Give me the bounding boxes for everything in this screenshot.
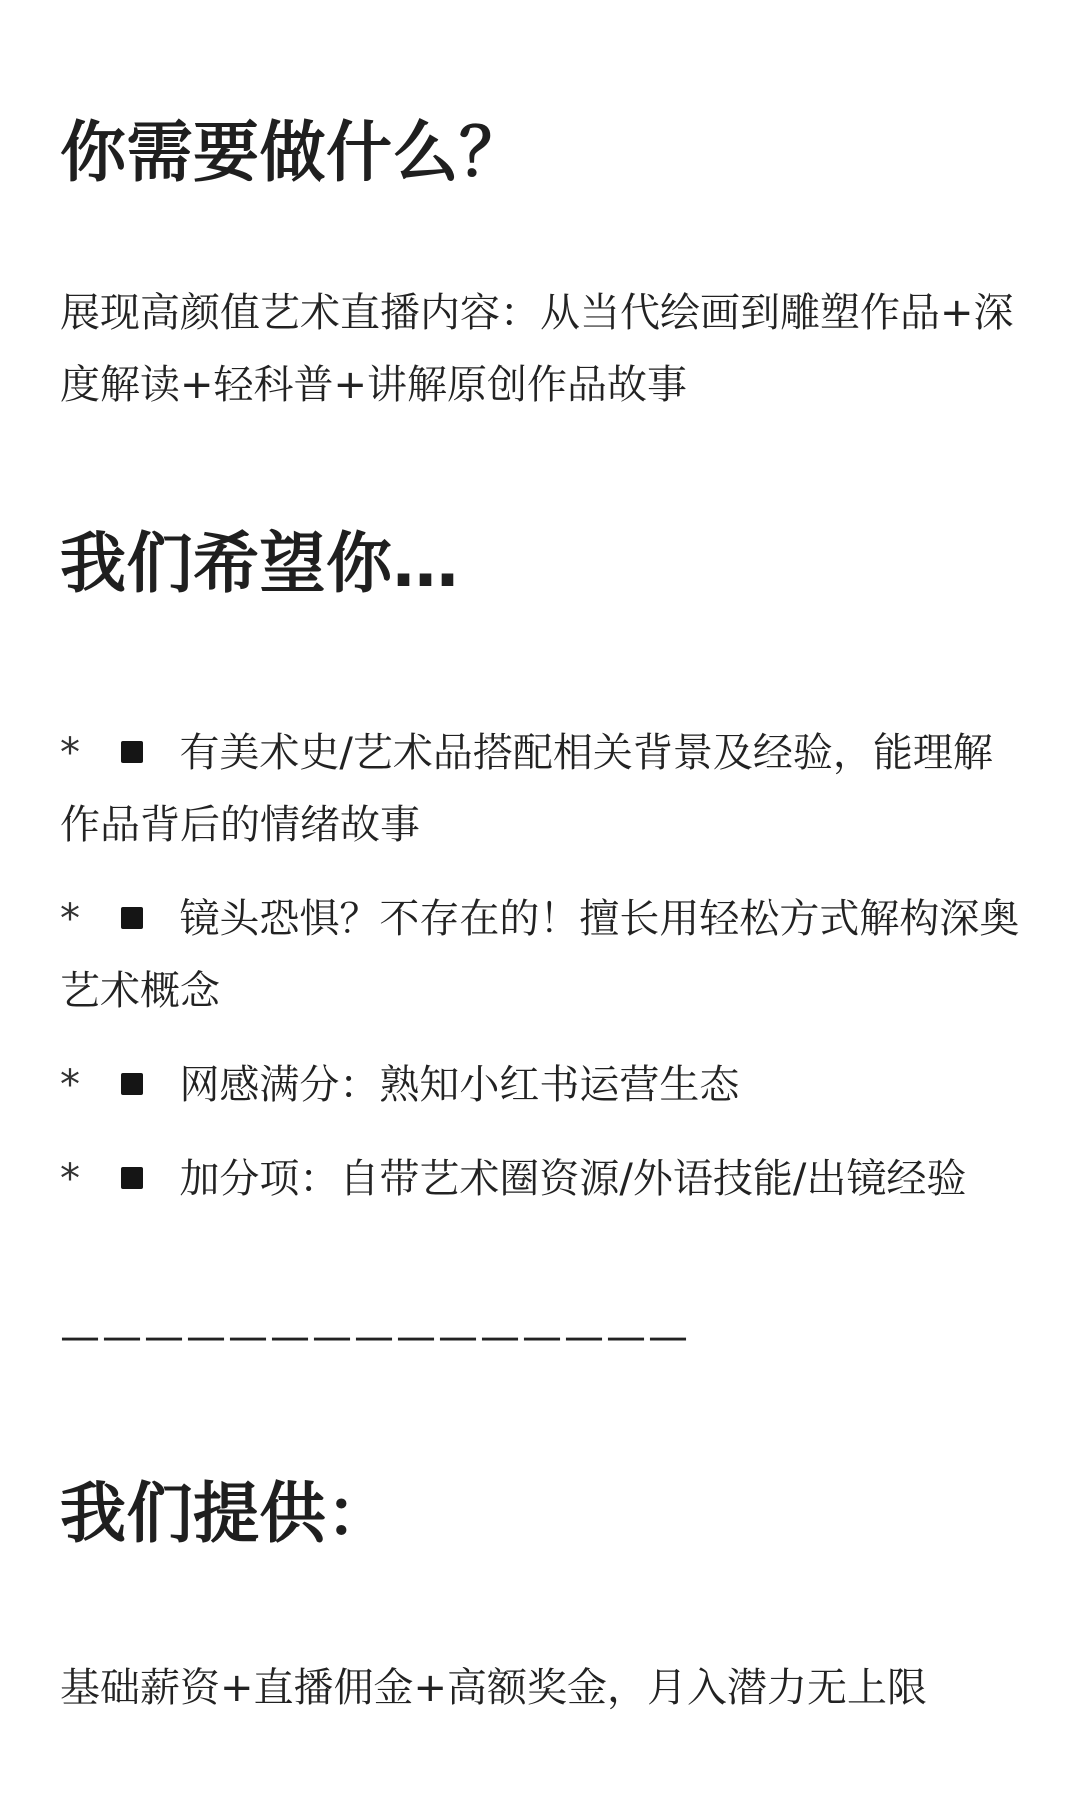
- list-item-text: 有美术史/艺术品搭配相关背景及经验，能理解作品背后的情绪故事: [60, 730, 993, 848]
- list-item-text: 网感满分：熟知小红书运营生态: [179, 1062, 740, 1108]
- section-title-we-offer: 我们提供：: [60, 1475, 393, 1552]
- asterisk-marker: *: [60, 1062, 80, 1108]
- section-text-we-offer: 基础薪资+直播佣金+高额奖金，月入潜力无上限: [60, 1664, 928, 1711]
- black-square-icon: [121, 907, 143, 929]
- list-item: [60, 1049, 1020, 1121]
- requirements-list: [60, 717, 1020, 1215]
- section-title-we-hope: 我们希望你…: [60, 524, 459, 602]
- list-item: [60, 1143, 1020, 1215]
- asterisk-marker: *: [60, 1156, 80, 1202]
- asterisk-marker: *: [60, 730, 80, 776]
- black-square-icon: [121, 1167, 143, 1189]
- section-text-what-you-do: 展现高颜值艺术直播内容：从当代绘画到雕塑作品+深度解读+轻科普+讲解原创作品故事: [60, 289, 1014, 408]
- black-square-icon: [121, 741, 143, 763]
- list-item-text: 加分项：自带艺术圈资源/外语技能/出镜经验: [179, 1156, 967, 1202]
- dash-divider: ———————————————: [60, 1314, 690, 1360]
- list-item-text: 镜头恐惧？不存在的！擅长用轻松方式解构深奥艺术概念: [60, 896, 1020, 1014]
- asterisk-marker: *: [60, 896, 80, 942]
- black-square-icon: [121, 1073, 143, 1095]
- list-item: [60, 717, 1020, 861]
- list-item: [60, 883, 1020, 1027]
- section-title-what-you-do: 你需要做什么？: [60, 114, 526, 191]
